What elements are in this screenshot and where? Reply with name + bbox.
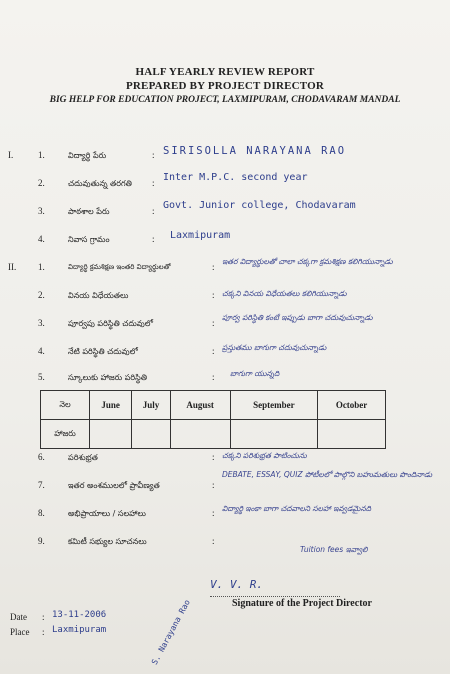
date-label: Date (10, 612, 27, 622)
colon: : (42, 627, 45, 637)
month-cell: July (132, 391, 170, 420)
presence-row (41, 420, 386, 449)
month-cell: October (318, 391, 386, 420)
colon: : (212, 508, 215, 518)
committee-label: కమిటీ సభ్యుల సూచనలు (68, 537, 147, 546)
school-name-label: పాఠశాల పేరు (68, 207, 110, 216)
date-value: 13-11-2006 (52, 610, 107, 620)
month-row (41, 391, 386, 420)
colon: : (212, 452, 215, 462)
colon: : (212, 480, 215, 490)
row-num: 3. (38, 206, 45, 216)
village-label: నివాస గ్రామం (68, 235, 110, 244)
school-name-value: Govt. Junior college, Chodavaram (163, 200, 356, 211)
student-name-value: SIRISOLLA NARAYANA RAO (163, 145, 347, 157)
humility-value: చక్కని వినయ విధేయతలు కలిగియున్నాడు (222, 289, 347, 298)
discipline-value: ఇతర విద్యార్థులతో చాలా చక్కగా క్రమశిక్షణ కలిగియున్నాడు (222, 257, 393, 266)
colon: : (42, 612, 45, 622)
class-value: Inter M.P.C. second year (163, 172, 308, 183)
discipline-label: విద్యార్థి క్రమశిక్షణ ఇంతరి విద్యార్థులతో (68, 263, 171, 271)
row-num: 1. (38, 150, 45, 160)
row-num: 9. (38, 536, 45, 546)
other-skills-label: ఇతర అంశములలో ప్రావీణ్యత (68, 481, 160, 490)
opinions-value: విద్యార్థి ఇంకా బాగా చదవాలని సలహా ఇవ్వడమైనది (222, 504, 372, 513)
director-signature: V. V. R. (210, 578, 263, 591)
humility-label: వినయ విధేయతలు (68, 291, 129, 300)
section-1-roman: I. (8, 150, 14, 160)
colon: : (212, 346, 215, 356)
month-cell: August (170, 391, 230, 420)
presence-cell (90, 420, 132, 449)
row-num: 2. (38, 178, 45, 188)
row-num: 1. (38, 262, 45, 272)
colon: : (152, 206, 155, 216)
past-status-label: పూర్వపు పరిస్థితి చదువులో (68, 319, 153, 328)
colon: : (212, 318, 215, 328)
colon: : (212, 372, 215, 382)
month-cell: September (230, 391, 317, 420)
presence-cell (132, 420, 170, 449)
attendance-table (40, 390, 386, 449)
place-value: Laxmipuram (52, 625, 107, 635)
row-num: 6. (38, 452, 45, 462)
attendance-label: స్కూలుకు హాజరు పరిస్థితి (68, 373, 148, 382)
report-subtitle: BIG HELP FOR EDUCATION PROJECT, LAXMIPURAM, CHODAVARAM MANDAL (49, 95, 401, 105)
row-num: 4. (38, 234, 45, 244)
row-num: 3. (38, 318, 45, 328)
student-name-label: విద్యార్థి పేరు (68, 151, 107, 160)
colon: : (212, 290, 215, 300)
handwritten-stamp: S. Narayana Rao (150, 598, 192, 667)
cleanliness-label: పరిశుభ్రత (68, 453, 98, 462)
current-status-value: ప్రస్తుతము బాగుగా చదువుచున్నాడు (222, 343, 327, 352)
report-title: HALF YEARLY REVIEW REPORT (135, 66, 315, 78)
colon: : (152, 178, 155, 188)
village-value: Laxmipuram (170, 230, 231, 241)
presence-cell (170, 420, 230, 449)
signature-label: Signature of the Project Director (232, 598, 372, 609)
row-num: 2. (38, 290, 45, 300)
past-status-value: పూర్వ పరిస్థితి కంటే ఇప్పుడు బాగా చదువుచున్నాడు (222, 313, 373, 322)
presence-cell (230, 420, 317, 449)
row-num: 7. (38, 480, 45, 490)
colon: : (212, 536, 215, 546)
current-status-label: నేటి పరిస్థితి చదువులో (68, 347, 138, 356)
row-num: 4. (38, 346, 45, 356)
row-num: 8. (38, 508, 45, 518)
colon: : (152, 234, 155, 244)
report-prepared-by: PREPARED BY PROJECT DIRECTOR (125, 80, 325, 92)
presence-cell (318, 420, 386, 449)
section-2-roman: II. (8, 262, 17, 272)
colon: : (152, 150, 155, 160)
month-cell: June (90, 391, 132, 420)
row-num: 5. (38, 372, 45, 382)
other-skills-value: DEBATE, ESSAY, QUIZ పోటీలలో పాల్గొని బహుమతులు పొందినాడు (222, 470, 433, 479)
attendance-value: బాగుగా యున్నది (230, 369, 280, 378)
place-label: Place (10, 627, 30, 637)
month-header: నెల (41, 391, 90, 420)
committee-value: Tuition fees ఇవ్వాలి (300, 545, 368, 554)
signature-line (210, 596, 340, 597)
presence-header: హాజరు (41, 420, 90, 449)
colon: : (212, 262, 215, 272)
class-label: చదువుతున్న తరగతి (68, 179, 132, 188)
cleanliness-value: చక్కని పరిశుభ్రత పాటించును (222, 451, 307, 460)
opinions-label: అభిప్రాయాలు / సలహాలు (68, 509, 146, 518)
